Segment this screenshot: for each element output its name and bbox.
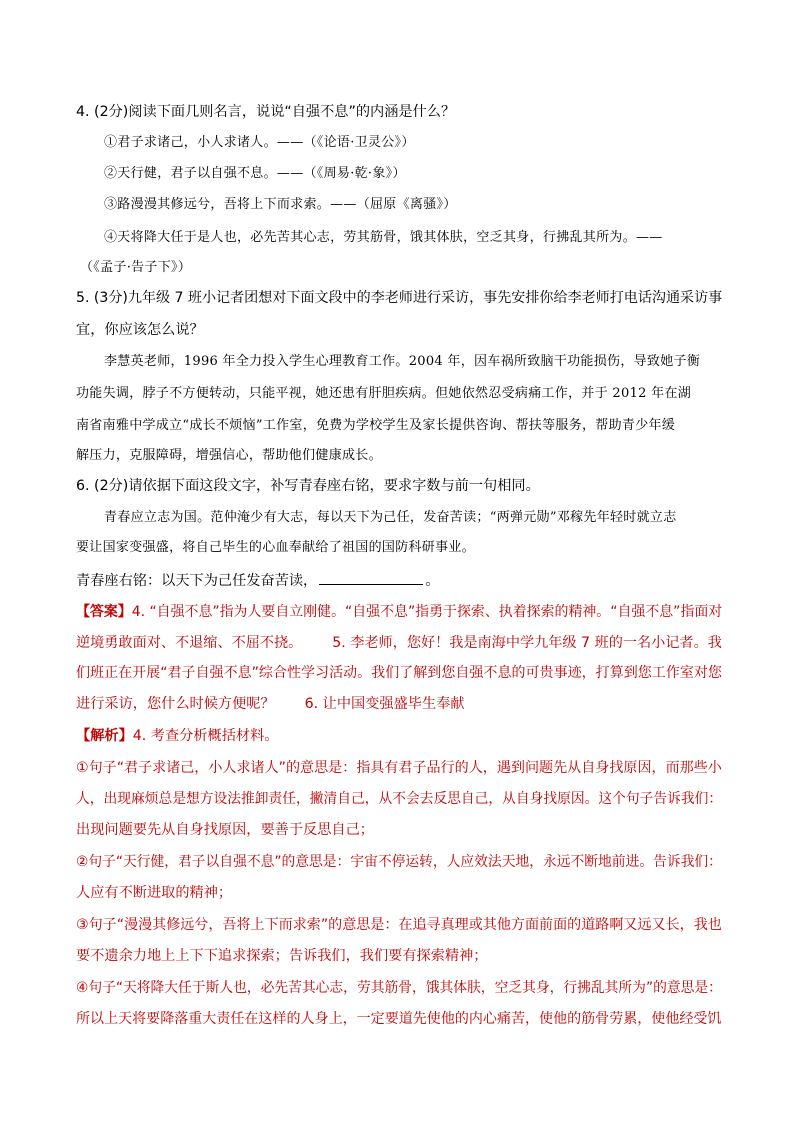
analysis-line-5: 人应有不断进取的精神； — [76, 885, 233, 901]
analysis-line-8: ④句子“天将降大任于斯人也，必先苦其心志，劳其筋骨，饿其体肤，空乏其身，行拂乱其所为”的意思是： — [76, 980, 722, 996]
analysis-line-3: 出现问题要先从自身找原因，要善于反思自己； — [76, 822, 374, 838]
answer-line-1 — [76, 600, 722, 624]
analysis-label: 【解析】 — [76, 728, 133, 744]
q6-answer-blank — [319, 570, 423, 585]
q6-motto-suffix: 。 — [425, 573, 440, 589]
q4-quote-4-source: （《孟子·告子下》） — [80, 260, 192, 275]
q6-stem: 6. (2分)请依据下面这段文字，补写青春座右铭，要求字数与前一句相同。 — [76, 478, 540, 494]
q4-stem: 4. (2分)阅读下面几则名言，说说“自强不息”的内涵是什么？ — [76, 104, 456, 120]
q6-motto — [76, 569, 439, 593]
analysis-intro-line — [76, 724, 279, 748]
analysis-line-9: 所以上天将要降落重大责任在这样的人身上，一定要道先使他的内心痛苦，使他的筋骨劳累，使他经受饥 — [76, 1011, 722, 1027]
answer-line-3: 们班正在开展“君子自强不息”综合性学习活动。我们了解到您自强不息的可贵事迹，打算到您工作室对您 — [76, 665, 722, 681]
q5-stem-line-2: 宜，你应该怎么说？ — [76, 322, 204, 338]
answer-label: 【答案】 — [76, 604, 132, 620]
q6-motto-prefix: 青春座右铭：以天下为己任发奋苦读， — [76, 573, 318, 589]
answer-text-1: 4. “自强不息”指为人要自立刚健。“自强不息”指勇于探索、执着探索的精神。“自强不息”指面对 — [131, 604, 723, 620]
analysis-line-1: ①句子“君子求诸己，小人求诸人”的意思是：指具有君子品行的人，遇到问题先从自身找原因，而那些小 — [76, 760, 722, 776]
analysis-intro: 4. 考查分析概括材料。 — [132, 728, 279, 744]
q4-quote-2: ②天行健，君子以自强不息。——（《周易·乾·象》） — [104, 166, 406, 181]
q5-passage-line-2: 功能失调，脖子不方便转动，只能平视，她还患有肝胆疾病。但她依然忍受病痛工作，并于 2012 年在湖 — [76, 386, 692, 401]
q5-passage-line-1: 李慧英老师，1996 年全力投入学生心理教育工作。2004 年，因车祸所致脑干功能损伤，导致她子衡 — [104, 354, 701, 369]
analysis-line-2: 人，出现麻烦总是想方设法推卸责任，撇清自己，从不会去反思自己，从自身找原因。这个句子告诉我们： — [76, 791, 723, 807]
q4-quote-3: ③路漫漫其修远兮，吾将上下而求索。——（屈原《离骚》） — [104, 197, 457, 212]
q5-passage-line-3: 南省南雅中学成立“成长不烦恼”工作室，免费为学校学生及家长提供咨询、帮扶等服务，帮助青少年缓 — [76, 418, 676, 433]
q4-quote-1: ①君子求诸己，小人求诸人。——（《论语·卫灵公》） — [104, 135, 415, 150]
answer-text-6: 6. 让中国变强盛毕生奉献 — [304, 696, 465, 712]
answer-line-2 — [76, 631, 722, 655]
analysis-line-7: 要不遗余力地上上下下追求探索；告诉我们，我们要有探索精神； — [76, 948, 488, 964]
answer-line-4 — [76, 692, 465, 716]
q5-passage-line-4: 解压力，克服障碍，增强信心，帮助他们健康成长。 — [76, 448, 382, 463]
analysis-line-4: ②句子“天行健，君子以自强不息”的意思是：宇宙不停运转，人应效法天地，永远不断地前进。告诉我们： — [76, 854, 722, 870]
q4-quote-4: ④天将降大任于是人也，必先苦其心志，劳其筋骨，饿其体肤，空乏其身，行拂乱其所为。—— — [104, 230, 663, 245]
answer-text-2: 逆境勇敢面对、不退缩、不屈不挠。 — [76, 635, 303, 651]
q5-stem-line-1: 5. (3分)九年级 7 班小记者团想对下面文段中的李老师进行采访，事先安排你给李老师打电话沟通采访事 — [76, 290, 723, 306]
q6-passage-line-2: 要让国家变强盛，将自己毕生的心血奉献给了祖国的国防科研事业。 — [76, 540, 476, 555]
q6-passage-line-1: 青春应立志为国。范仲淹少有大志，每以天下为己任，发奋苦读；“两弹元勋”邓稼先年轻时就立志 — [104, 510, 677, 525]
analysis-line-6: ③句子“漫漫其修远兮，吾将上下而求索”的意思是：在追寻真理或其他方面前面的道路啊又远又长，我也 — [76, 917, 722, 933]
answer-text-3: 5. 李老师，您好！我是南海中学九年级 7 班的一名小记者。我 — [332, 635, 722, 651]
answer-text-5: 进行采访，您什么时候方便呢？ — [76, 696, 275, 712]
